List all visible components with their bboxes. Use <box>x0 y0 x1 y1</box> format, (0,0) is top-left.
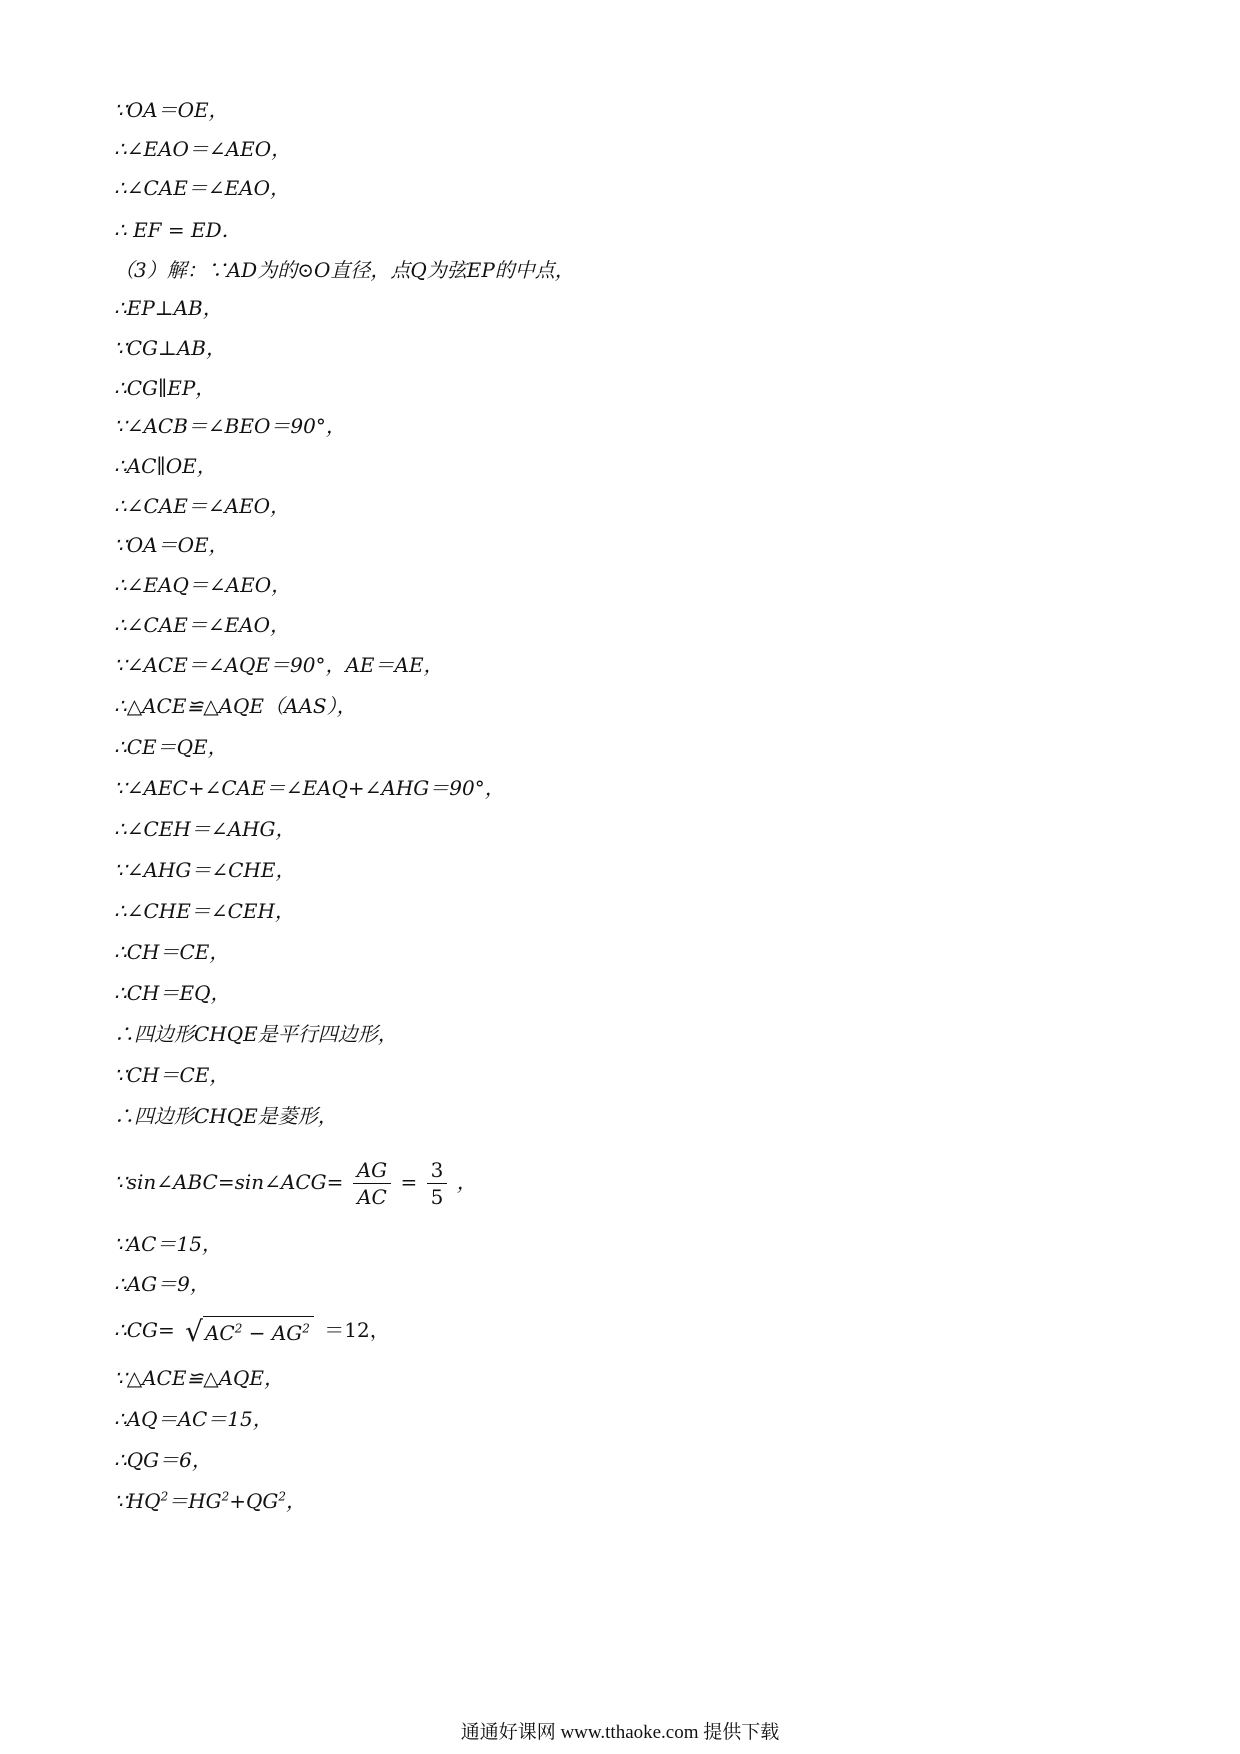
proof-line: ∴∠CAE＝∠AEO， <box>114 494 291 518</box>
proof-line: ∵∠AEC+∠CAE＝∠EAQ+∠AHG＝90°， <box>114 776 505 800</box>
cg-prefix: ∴CG= <box>114 1318 175 1342</box>
proof-line: ∴∠EAO＝∠AEO， <box>114 137 292 161</box>
page-footer: 通通好课网 www.tthaoke.com 提供下载 <box>460 1722 780 1743</box>
proof-line: ∴QG＝6， <box>114 1448 212 1472</box>
part-3-heading: （3）解：∵AD为的⊙O直径，点Q为弦EP的中点， <box>114 258 575 282</box>
proof-line: ∴∠CEH＝∠AHG， <box>114 817 296 841</box>
proof-line: ∴四边形CHQE是菱形， <box>114 1104 338 1128</box>
radicand: $AC^2 - AG^2$ <box>203 1316 314 1348</box>
proof-line: ∵∠ACE＝∠AQE＝90°，AE＝AE， <box>114 653 444 677</box>
hq-equation: $\because HQ^2=HG^2+QG^2$， <box>114 1489 307 1513</box>
fraction-denominator: 5 <box>430 1185 444 1209</box>
sin-prefix: ∵sin∠ABC=sin∠ACG= <box>114 1170 344 1194</box>
proof-line: ∴四边形CHQE是平行四边形， <box>114 1022 398 1046</box>
proof-line: ∵AC＝15， <box>114 1232 222 1256</box>
proof-line: ∴CE＝QE， <box>114 735 228 759</box>
proof-line: ∵CH＝CE， <box>114 1063 230 1087</box>
proof-line: ∴CH＝EQ， <box>114 981 231 1005</box>
equals-sign: = <box>400 1170 418 1194</box>
fraction-denominator: AC <box>357 1185 387 1209</box>
proof-line: ∵CG⊥AB， <box>114 336 226 360</box>
proof-line: ∴CG∥EP， <box>114 376 216 400</box>
proof-line: ∵∠AHG＝∠CHE， <box>114 858 296 882</box>
cg-result: ＝12， <box>324 1318 390 1342</box>
proof-line: ∵∠ACB＝∠BEO＝90°， <box>114 414 346 438</box>
proof-line: ∴AC∥OE， <box>114 454 217 478</box>
proof-line: ∵OA＝OE， <box>114 98 229 122</box>
proof-line: ∴CH＝CE， <box>114 940 230 964</box>
sin-equation <box>114 1146 477 1218</box>
fraction-three-fifths <box>427 1157 448 1210</box>
proof-line: ∵OA＝OE， <box>114 533 229 557</box>
proof-line: ∴∠EAQ＝∠AEO， <box>114 573 292 597</box>
proof-line: ∴EP⊥AB， <box>114 296 223 320</box>
proof-line: ∴∠CHE＝∠CEH， <box>114 899 295 923</box>
proof-line: ∴AQ＝AC＝15， <box>114 1407 273 1431</box>
proof-line: ∴△ACE≌△AQE（AAS）， <box>114 694 357 718</box>
proof-line: ∴ EF = ED． <box>114 218 242 242</box>
fraction-ag-ac <box>353 1157 391 1210</box>
fraction-numerator: AG <box>353 1157 391 1184</box>
square-root <box>185 1316 314 1348</box>
radical-icon: √ <box>185 1314 203 1348</box>
proof-line: ∵△ACE≌△AQE， <box>114 1366 285 1390</box>
cg-equation <box>114 1308 390 1352</box>
sin-suffix: ， <box>456 1170 477 1194</box>
proof-line: ∴AG＝9， <box>114 1272 210 1296</box>
fraction-numerator: 3 <box>427 1157 448 1184</box>
proof-line: ∴∠CAE＝∠EAO， <box>114 613 291 637</box>
proof-line: ∴∠CAE＝∠EAO， <box>114 176 291 200</box>
